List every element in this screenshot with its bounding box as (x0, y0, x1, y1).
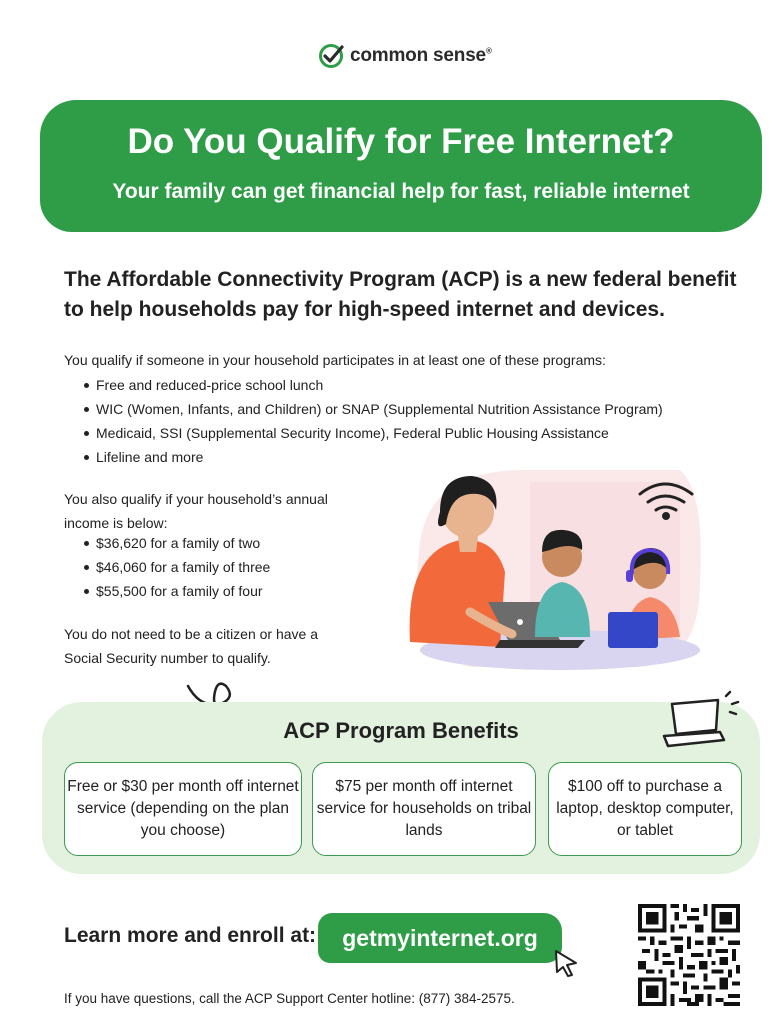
programs-list (64, 373, 736, 469)
income-qualify-text: You also qualify if your household’s annual income is below: (64, 491, 328, 531)
list-item: WIC (Women, Infants, and Children) or SNAP (Supplemental Nutrition Assistance Program) (96, 397, 736, 421)
list-item: $36,620 for a family of two (96, 531, 376, 555)
page-subtitle: Your family can get financial help for fast, reliable internet (112, 180, 690, 203)
checkmark-circle-icon (318, 43, 344, 69)
benefits-title: ACP Program Benefits (283, 718, 519, 743)
list-item: $46,060 for a family of three (96, 555, 376, 579)
cursor-icon (552, 948, 582, 978)
family-laptop-illustration (400, 462, 710, 672)
header-banner (40, 100, 762, 232)
list-item: Lifeline and more (96, 445, 736, 469)
list-item: Medicaid, SSI (Supplemental Security Income), Federal Public Housing Assistance (96, 421, 736, 445)
hotline-note: If you have questions, call the ACP Support Center hotline: (877) 384-2575. (64, 991, 515, 1006)
income-list (64, 531, 376, 603)
benefit-card-tribal-lands: $75 per month off internet service for households on tribal lands (312, 762, 536, 856)
logo-text: common sense® (350, 45, 492, 66)
qr-code (638, 904, 740, 1006)
list-item: Free and reduced-price school lunch (96, 373, 736, 397)
laptop-icon (620, 690, 750, 750)
list-item: $55,500 for a family of four (96, 579, 376, 603)
benefit-card-internet-discount: Free or $30 per month off internet service (depending on the plan you choose) (64, 762, 302, 856)
intro-statement: The Affordable Connectivity Program (ACP) is a new federal benefit to help households pay for high-speed internet and devices. (64, 268, 737, 321)
qualify-programs-text: You qualify if someone in your household participates in at least one of these programs: (64, 352, 606, 368)
citizen-note: You do not need to be a citizen or have a Social Security number to qualify. (64, 626, 319, 666)
common-sense-logo (318, 42, 492, 70)
benefit-card-device-discount: $100 off to purchase a laptop, desktop computer, or tablet (548, 762, 742, 856)
enroll-url-link[interactable]: getmyinternet.org (318, 913, 562, 963)
page-title: Do You Qualify for Free Internet? (127, 122, 675, 161)
enroll-label: Learn more and enroll at: (64, 924, 317, 947)
